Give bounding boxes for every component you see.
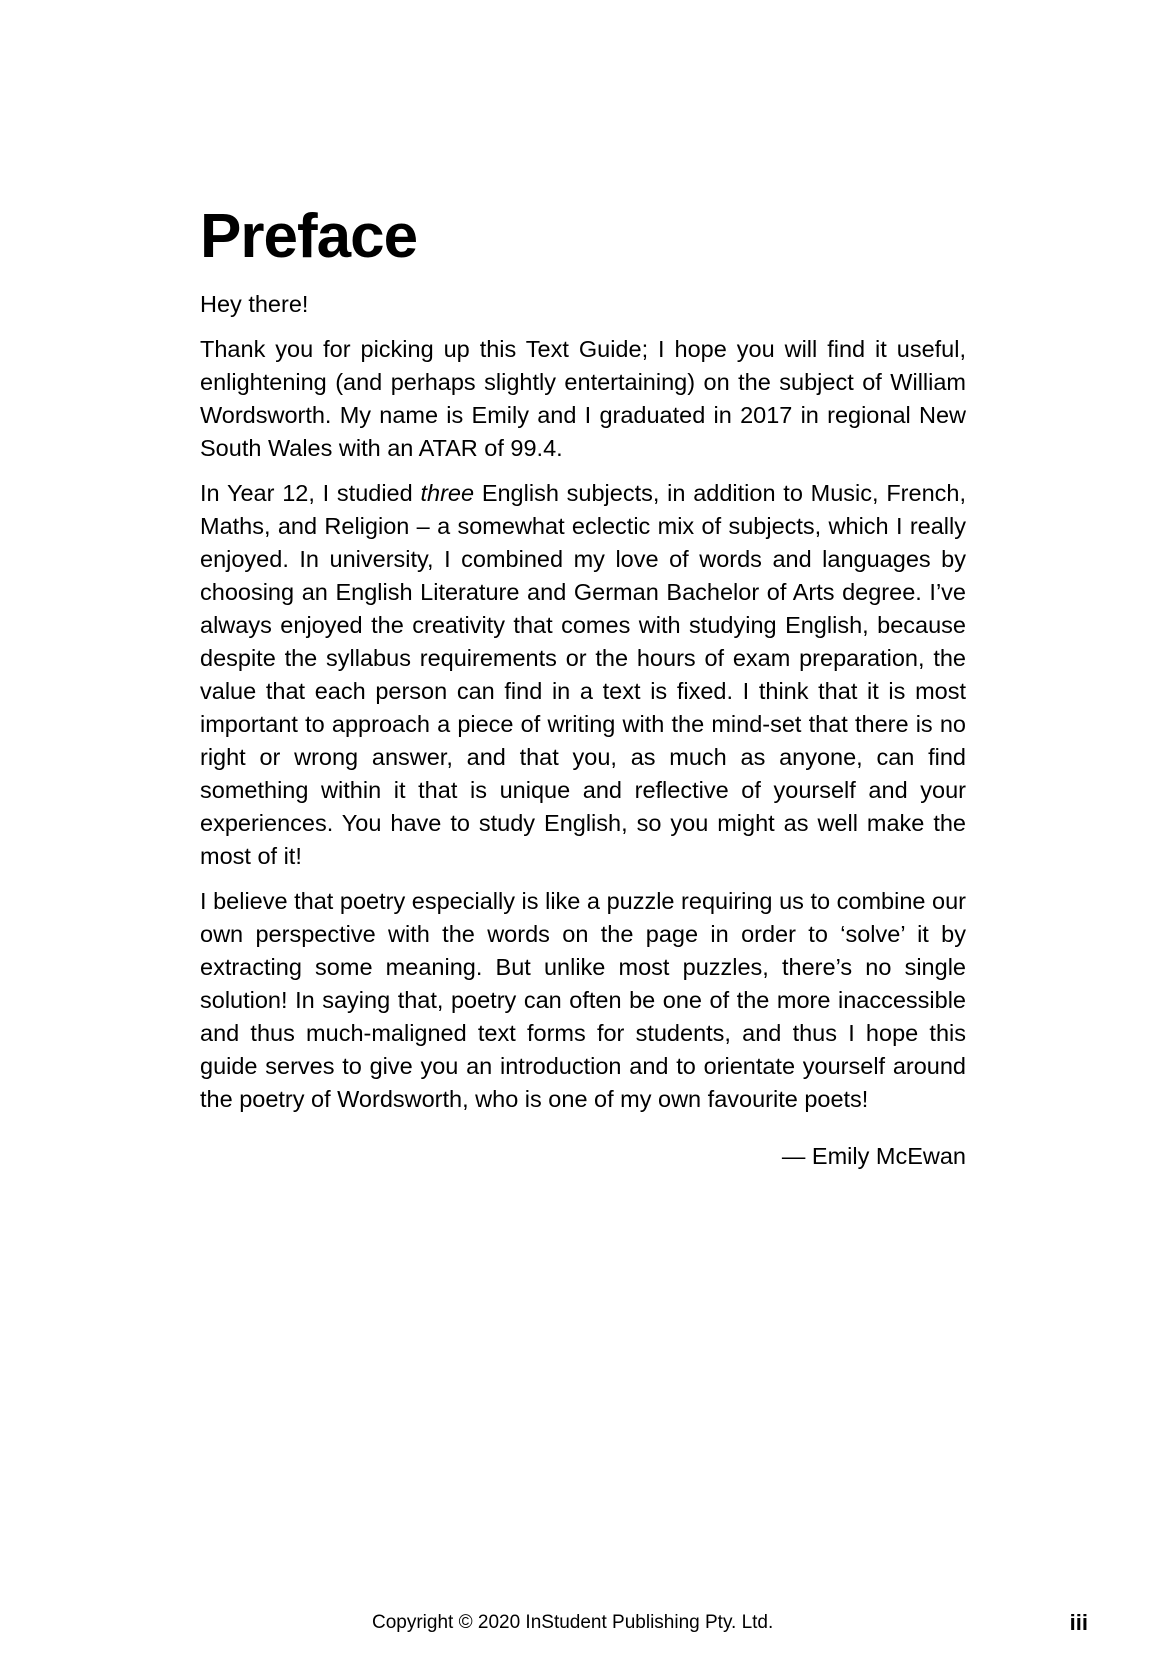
paragraph-poetry: I believe that poetry especially is like a puzzle requiring us to combine our own perspective with the words on the page in order to ‘solve’ it by extracting some meaning. But unlike most puzzles, there’s no single solution! In saying that, poetry can often be one of the more inaccessible and thus much-maligned text forms for students, and thus I hope this guide serves to give you an introduction and to orientate yourself around the poetry of Wordsworth, who is one of my own favourite poets! [200,888,966,1112]
page-title: Preface [200,202,418,271]
signature: — Emily McEwan [781,1143,966,1169]
copyright-notice: Copyright © 2020 InStudent Publishing Pty. Ltd. [372,1612,774,1633]
paragraph-intro: Thank you for picking up this Text Guide; I hope you will find it useful, enlightening (and perhaps slightly entertaining) on the subject of William Wordsworth. My name is Emily and I graduated in 2017 in regional New South Wales with an ATAR of 99.4. [200,336,966,461]
page-footer [0,1612,1166,1642]
paragraph-studies-start: In Year 12, I studied [200,480,421,506]
paragraph-studies-rest: English subjects, in addition to Music, French, Maths, and Religion – a somewhat eclectic mix of subjects, which I really enjoyed. In university, I combined my love of words and languages by choosing an English Literature and German Bachelor of Arts degree. I’ve always enjoyed the creativity that comes with studying English, because despite the syllabus requirements or the hours of exam preparation, the value that each person can find in a text is fixed. I think that it is most important to approach a piece of writing with the mind-set that there is no right or wrong answer, and that you, as much as anyone, can find something within it that is unique and reflective of yourself and your experiences. You have to study English, so you might as well make the most of it! [200,480,966,869]
page-number: iii [1069,1610,1088,1635]
paragraph-studies [200,477,966,873]
emphasis-three: three [420,480,475,506]
preface-body [200,288,966,1185]
greeting: Hey there! [200,291,309,317]
